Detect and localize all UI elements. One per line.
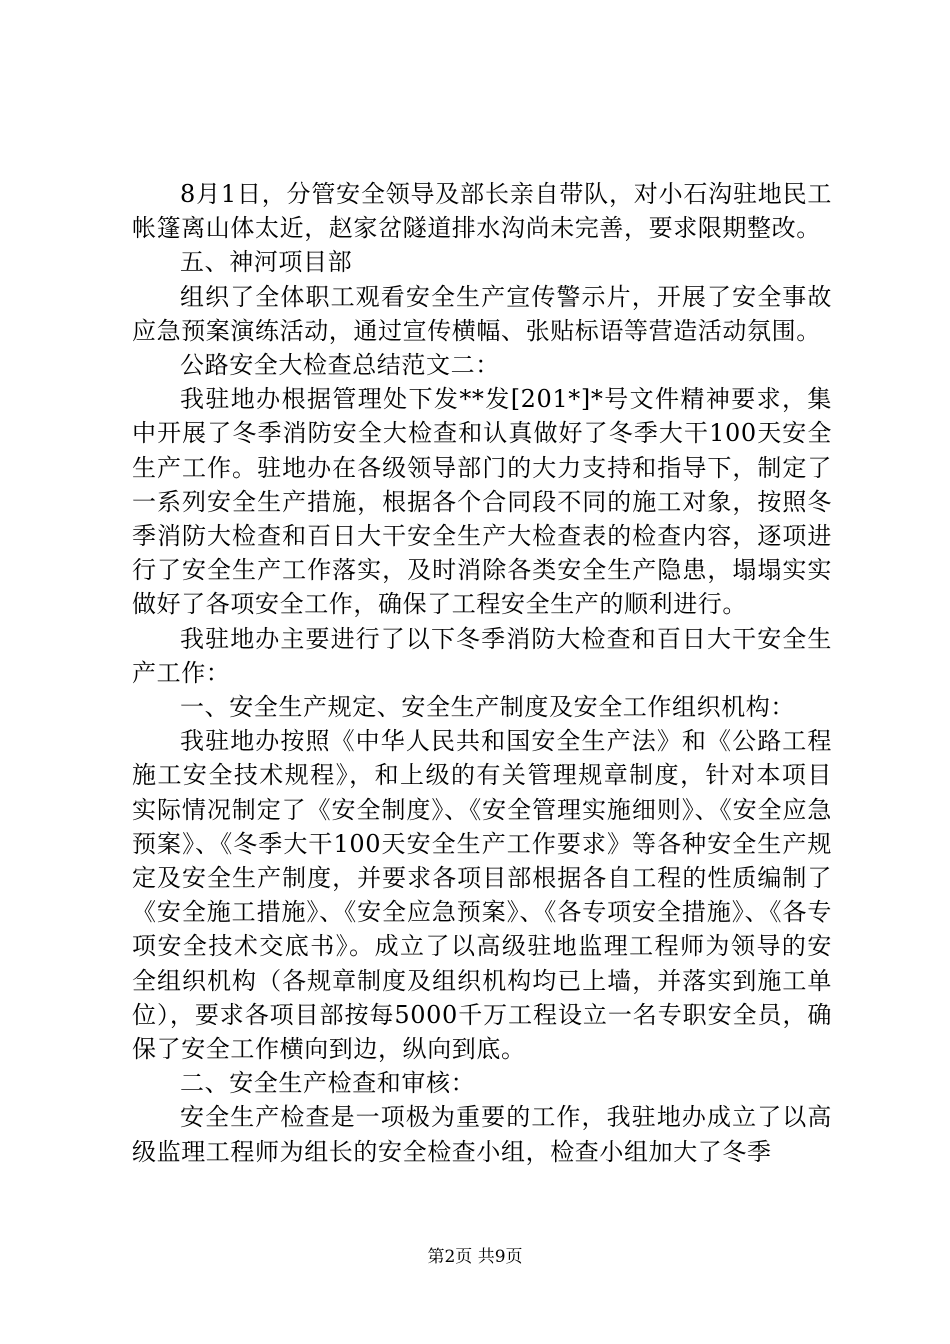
paragraph-aug-inspection: 8月1日，分管安全领导及部长亲自带队，对小石沟驻地民工帐篷离山体太近，赵家岔隧道排水沟尚未完善，要求限期整改。 [132,180,832,243]
document-body [132,177,832,1169]
paragraph-winter-inspection: 我驻地办根据管理处下发**发[201*]*号文件精神要求，集中开展了冬季消防安全大检查和认真做好了冬季大干100天安全生产工作。驻地办在各级领导部门的大力支持和指导下，制定了一系列安全生产措施，根据各个合同段不同的施工对象，按照冬季消防大检查和百日大干安全生产大检查表的检查内容，逐项进行了安全生产工作落实，及时消除各类安全生产隐患，塌塌实实做好了各项安全工作，确保了工程安全生产的顺利进行。 [132,385,832,619]
heading-sample-two: 公路安全大检查总结范文二： [180,351,500,380]
heading-shenhe-project: 五、神河项目部 [180,248,353,277]
paragraph-main-work: 我驻地办主要进行了以下冬季消防大检查和百日大干安全生产工作： [132,624,832,687]
heading-inspection-review: 二、安全生产检查和审核： [180,1069,476,1098]
paragraph-inspection-team: 安全生产检查是一项极为重要的工作，我驻地办成立了以高级监理工程师为组长的安全检查小组，检查小组加大了冬季 [132,1103,832,1166]
paragraph-shenhe-activities: 组织了全体职工观看安全生产宣传警示片，开展了安全事故应急预案演练活动，通过宣传横幅、张贴标语等营造活动氛围。 [132,282,832,345]
heading-regulations: 一、安全生产规定、安全生产制度及安全工作组织机构： [180,693,795,722]
paragraph-regulations-detail: 我驻地办按照《中华人民共和国安全生产法》和《公路工程施工安全技术规程》，和上级的有关管理规章制度，针对本项目实际情况制定了《安全制度》、《安全管理实施细则》、《安全应急预案》、《冬季大干100天安全生产工作要求》等各种安全生产规定及安全生产制度，并要求各项目部根据各自工程的性质编制了《安全施工措施》、《安全应急预案》、《各专项安全措施》、《各专项安全技术交底书》。成立了以高级驻地监理工程师为领导的安全组织机构（各规章制度及组织机构均已上墙，并落实到施工单位），要求各项目部按每5000千万工程设立一名专职安全员，确保了安全工作横向到边，纵向到底。 [132,727,832,1064]
page-footer: 第2页 共9页 [427,1247,523,1267]
